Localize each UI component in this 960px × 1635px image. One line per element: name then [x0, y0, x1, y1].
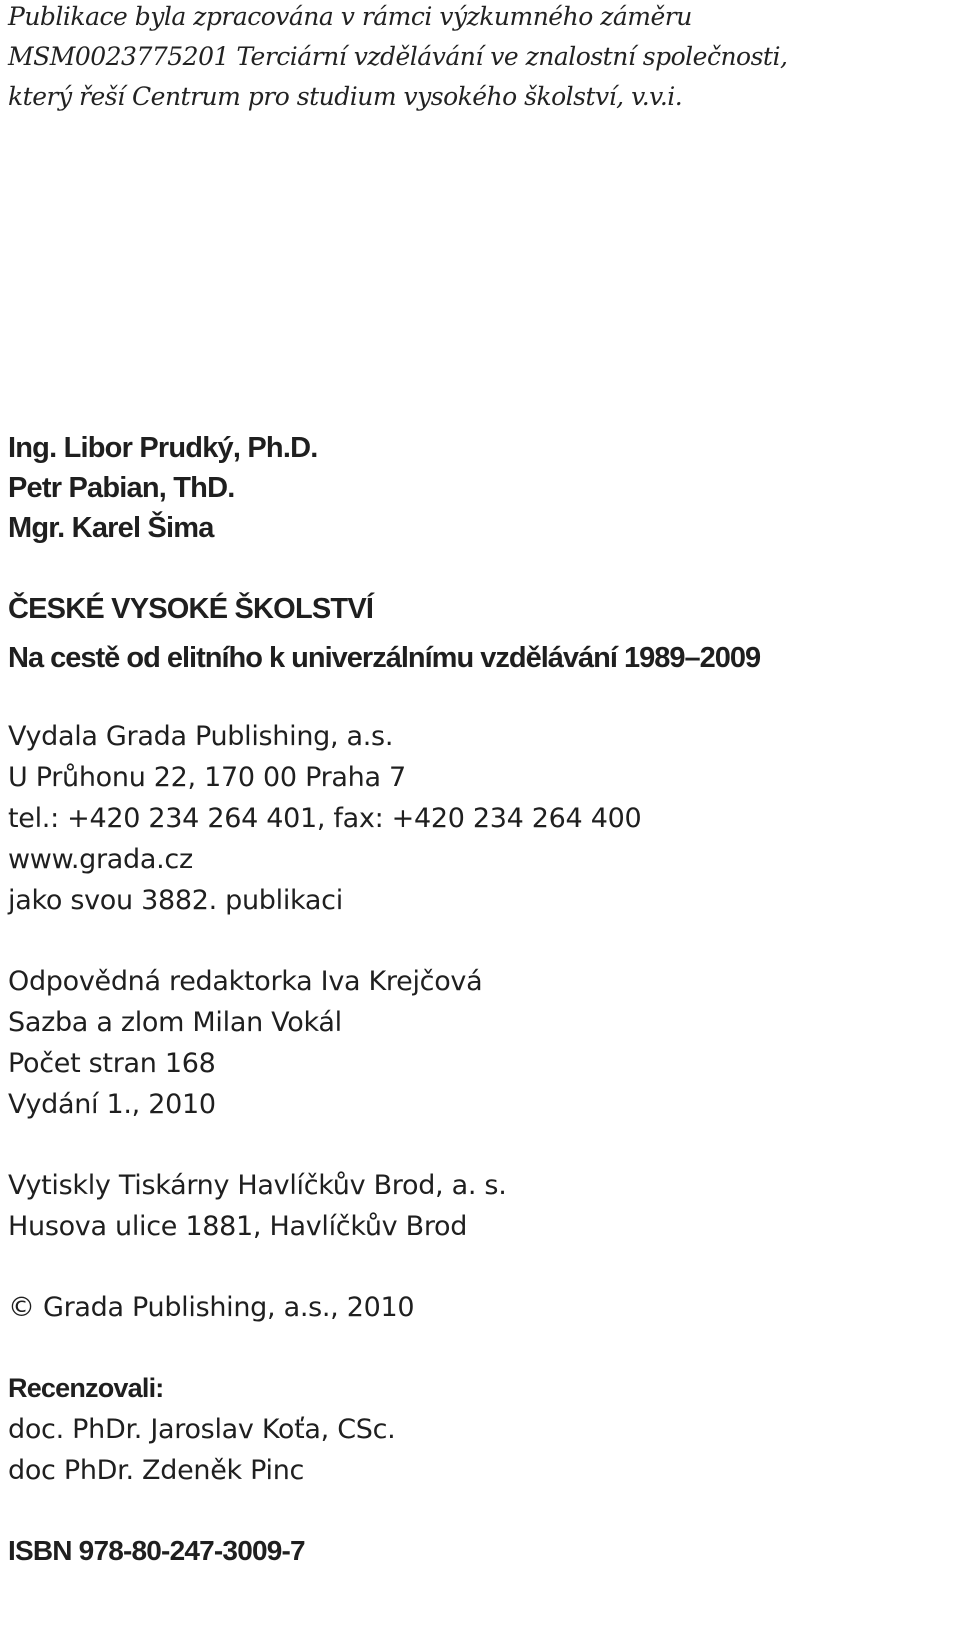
reviewer-name: doc PhDr. Zdeněk Pinc	[8, 1455, 305, 1486]
edition-line: Vydání 1., 2010	[8, 1089, 216, 1120]
book-title: ČESKÉ VYSOKÉ ŠKOLSTVÍ	[8, 593, 374, 625]
project-note-line: MSM0023775201 Terciární vzdělávání ve znalostní společnosti,	[8, 42, 788, 71]
project-note-line: Publikace byla zpracována v rámci výzkumného záměru	[8, 2, 692, 31]
publisher-address: U Průhonu 22, 170 00 Praha 7	[8, 762, 406, 793]
publisher-website: www.grada.cz	[8, 844, 193, 875]
publication-number: jako svou 3882. publikaci	[8, 885, 343, 916]
printer-address: Husova ulice 1881, Havlíčkův Brod	[8, 1211, 468, 1242]
editor-line: Odpovědná redaktorka Iva Krejčová	[8, 966, 483, 997]
typesetting-line: Sazba a zlom Milan Vokál	[8, 1007, 342, 1038]
reviewers-heading: Recenzovali:	[8, 1373, 164, 1403]
isbn: ISBN 978-80-247-3009-7	[8, 1535, 305, 1566]
publisher-line: Vydala Grada Publishing, a.s.	[8, 721, 394, 752]
project-note-line: který řeší Centrum pro studium vysokého školství, v.v.i.	[8, 82, 683, 111]
copyright-line: © Grada Publishing, a.s., 2010	[8, 1292, 415, 1323]
page-count: Počet stran 168	[8, 1048, 216, 1079]
reviewer-name: doc. PhDr. Jaroslav Koťa, CSc.	[8, 1414, 396, 1445]
book-subtitle: Na cestě od elitního k univerzálnímu vzdělávání 1989–2009	[8, 642, 761, 674]
printer-line: Vytiskly Tiskárny Havlíčkův Brod, a. s.	[8, 1170, 507, 1201]
author-name: Ing. Libor Prudký, Ph.D.	[8, 432, 318, 464]
author-name: Petr Pabian, ThD.	[8, 472, 235, 504]
publisher-contact: tel.: +420 234 264 401, fax: +420 234 264 400	[8, 803, 642, 834]
author-name: Mgr. Karel Šima	[8, 512, 214, 544]
